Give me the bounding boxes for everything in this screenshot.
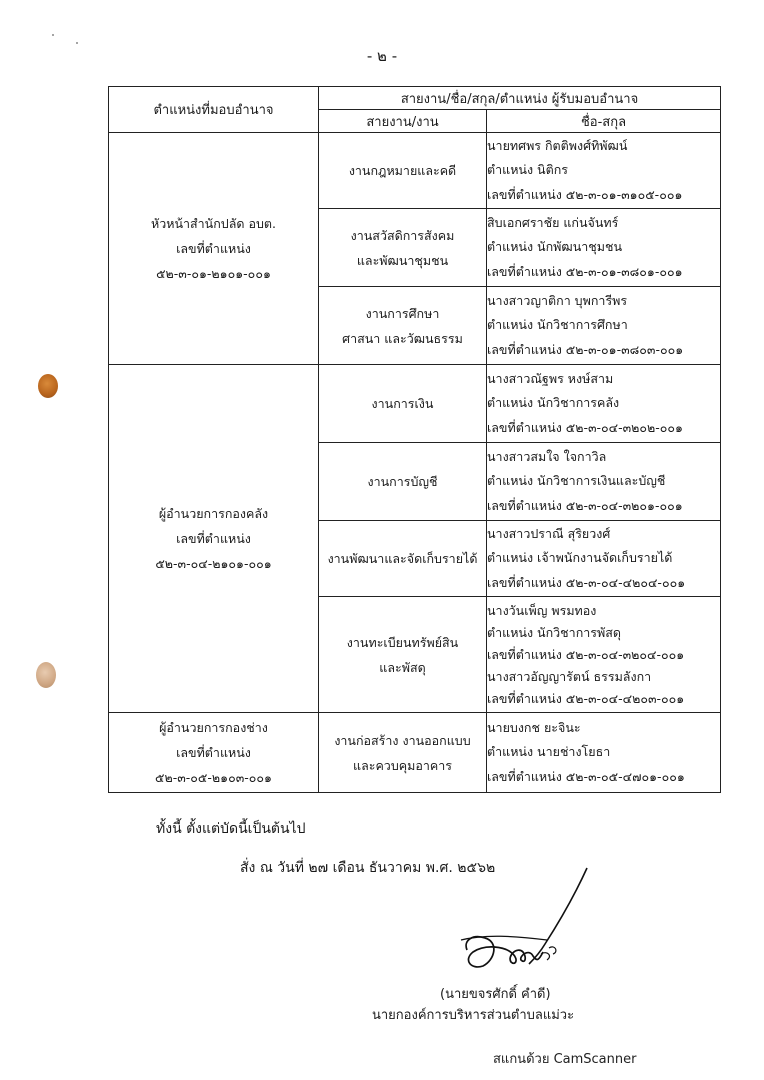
section-line: งานก่อสร้าง งานออกแบบ [334,732,471,748]
position-line: ผู้อำนวยการกองช่าง [159,720,268,735]
closing-statement: ทั้งนี้ ตั้งแต่บัดนี้เป็นต้นไป [156,821,306,837]
person-line: เลขที่ตำแหน่ง ๕๒-๓-๐๔-๔๒๐๓-๐๐๑ [487,690,685,706]
scan-speck [52,34,54,36]
order-date: สั่ง ณ วันที่ ๒๗ เดือน ธันวาคม พ.ศ. ๒๕๖๒ [240,860,496,876]
section-line: งานการเงิน [371,396,434,411]
punch-hole [38,374,58,398]
signer-name: (นายขจรศักดิ์ คำดี) [440,987,551,1002]
person-cell [487,133,721,209]
person-line: สิบเอกศราชัย แก่นจันทร์ [487,214,619,230]
person-line: นายทศพร กิตติพงศ์ทิพัฒน์ [487,137,628,153]
person-line: นางสาวปราณี สุริยวงศ์ [487,525,611,541]
section-cell [319,443,487,521]
section-line: และพัฒนาชุมชน [356,252,449,268]
position-cell [109,365,319,713]
position-line: เลขที่ตำแหน่ง [176,745,251,760]
handwritten-signature [455,860,595,990]
scanner-watermark: สแกนด้วย CamScanner [493,1052,637,1067]
header-position: ตำแหน่งที่มอบอำนาจ [109,87,319,133]
person-line: นางสาวอัญญารัตน์ ธรรมลังกา [487,668,652,684]
section-line: งานกฎหมายและคดี [348,163,457,178]
person-line: เลขที่ตำแหน่ง ๕๒-๓-๐๕-๔๗๐๑-๐๐๑ [487,768,685,784]
header-recipient: สายงาน/ชื่อ/สกุล/ตำแหน่ง ผู้รับมอบอำนาจ [319,87,721,110]
person-line: เลขที่ตำแหน่ง ๕๒-๓-๐๑-๓๘๐๑-๐๐๑ [487,263,683,279]
person-line: ตำแหน่ง นักวิชาการเงินและบัญชี [487,473,666,489]
section-line: ศาสนา และวัฒนธรรม [342,330,463,346]
punch-hole [36,662,56,688]
section-line: งานทะเบียนทรัพย์สิน [346,634,459,650]
section-cell [319,597,487,713]
section-cell [319,133,487,209]
person-cell [487,209,721,287]
section-cell [319,521,487,597]
position-line: เลขที่ตำแหน่ง [176,531,251,546]
person-line: ตำแหน่ง นิติกร [487,162,568,178]
position-line: เลขที่ตำแหน่ง [176,241,251,256]
section-cell [319,209,487,287]
person-line: นางสาวสมใจ ใจกาวิล [487,448,607,464]
person-line: นางสาวญาติกา บุพการีพร [487,292,628,308]
section-line: งานการบัญชี [367,474,438,489]
section-line: และควบคุมอาคาร [353,757,452,773]
person-cell [487,713,721,793]
person-line: เลขที่ตำแหน่ง ๕๒-๓-๐๑-๓๘๐๓-๐๐๑ [487,341,684,357]
scan-speck [76,42,78,44]
person-line: เลขที่ตำแหน่ง ๕๒-๓-๐๔-๔๒๐๔-๐๐๑ [487,574,686,590]
person-line: ตำแหน่ง นักวิชาการศึกษา [487,317,628,333]
person-line: ตำแหน่ง นักวิชาการพัสดุ [487,624,621,640]
person-cell [487,365,721,443]
signer-title: นายกองค์การบริหารส่วนตำบลแม่วะ [372,1008,575,1023]
delegation-table [108,86,721,793]
position-line: ๕๒-๓-๐๕-๒๑๐๓-๐๐๑ [155,770,272,785]
person-cell [487,597,721,713]
person-line: เลขที่ตำแหน่ง ๕๒-๓-๐๔-๓๒๐๑-๐๐๑ [487,497,683,513]
person-line: ตำแหน่ง เจ้าพนักงานจัดเก็บรายได้ [487,550,673,566]
position-line: ผู้อำนวยการกองคลัง [158,506,269,521]
person-line: ตำแหน่ง นายช่างโยธา [487,744,611,760]
person-line: เลขที่ตำแหน่ง ๕๒-๓-๐๔-๓๒๐๒-๐๐๑ [487,419,683,435]
person-line: นางวันเพ็ญ พรมทอง [487,602,597,618]
person-line: ตำแหน่ง นักพัฒนาชุมชน [487,239,623,255]
person-line: ตำแหน่ง นักวิชาการคลัง [487,395,620,411]
person-cell [487,443,721,521]
position-cell [109,713,319,793]
section-cell [319,287,487,365]
header-section: สายงาน/งาน [319,110,487,133]
section-cell [319,713,487,793]
position-line: ๕๒-๓-๐๑-๒๑๐๑-๐๐๑ [156,266,271,281]
person-line: เลขที่ตำแหน่ง ๕๒-๓-๐๔-๓๒๐๔-๐๐๑ [487,646,685,662]
person-line: นายบงกช ยะจินะ [487,719,581,735]
position-cell [109,133,319,365]
page-number: - ๒ - [366,47,398,65]
section-line: และพัสดุ [379,659,426,675]
person-cell [487,521,721,597]
position-line: ๕๒-๓-๐๔-๒๑๐๑-๐๐๑ [155,556,272,571]
section-line: งานการศึกษา [365,305,440,321]
person-cell [487,287,721,365]
person-line: นางสาวณัฐพร หงษ์สาม [487,370,614,386]
section-cell [319,365,487,443]
section-line: งานสวัสดิการสังคม [350,227,455,243]
person-line: เลขที่ตำแหน่ง ๕๒-๓-๐๑-๓๑๐๕-๐๐๑ [487,186,683,202]
header-name: ชื่อ-สกุล [487,110,721,133]
position-line: หัวหน้าสำนักปลัด อบต. [150,216,277,231]
section-line: งานพัฒนาและจัดเก็บรายได้ [327,551,478,566]
